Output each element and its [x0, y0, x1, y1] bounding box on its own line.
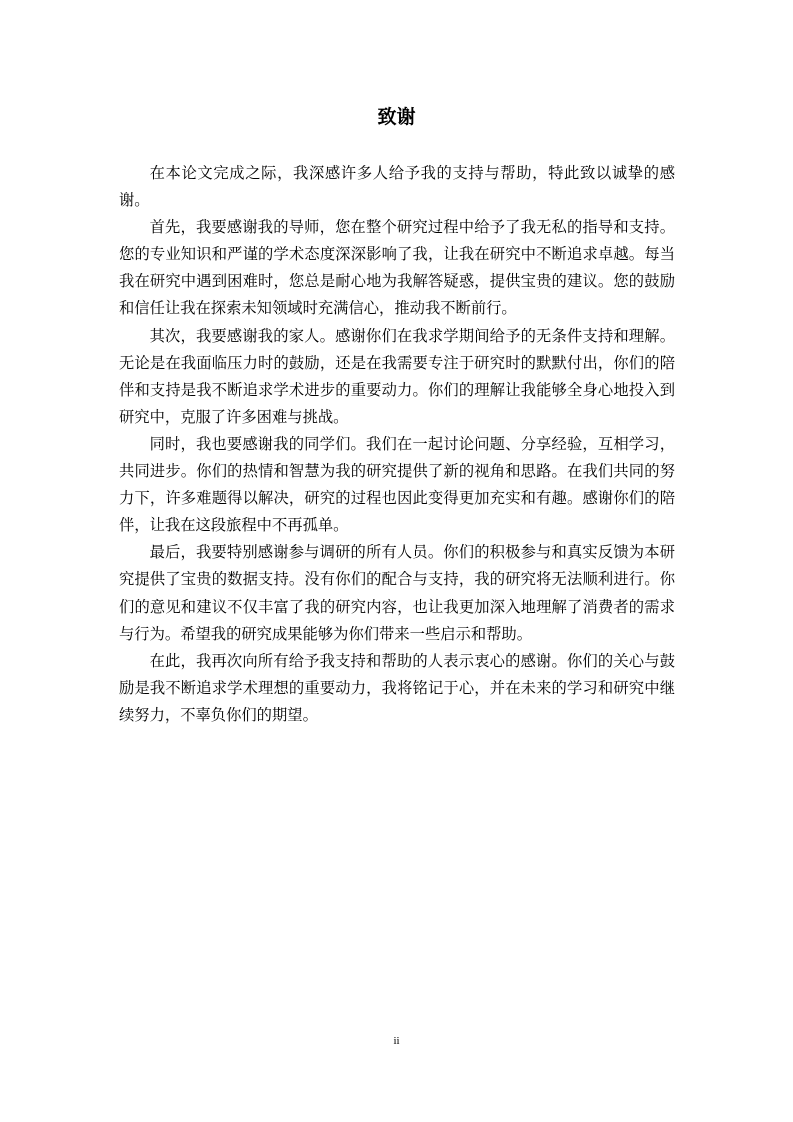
- paragraph-participants: 最后，我要特别感谢参与调研的所有人员。你们的积极参与和真实反馈为本研究提供了宝贵的数据支持。没有你们的配合与支持，我的研究将无法顺利进行。你们的意见和建议不仅丰富了我的研究内容，也让我更加深入地理解了消费者的需求与行为。希望我的研究成果能够为你们带来一些启示和帮助。: [119, 543, 675, 643]
- page-number: ii: [393, 1035, 400, 1047]
- paragraph-closing: 在此，我再次向所有给予我支持和帮助的人表示衷心的感谢。你们的关心与鼓励是我不断追求学术理想的重要动力，我将铭记于心，并在未来的学习和研究中继续努力，不辜负你们的期望。: [119, 651, 675, 724]
- acknowledgement-body: [119, 160, 675, 729]
- page-title: 致谢: [377, 106, 416, 128]
- paragraph-classmates: 同时，我也要感谢我的同学们。我们在一起讨论问题、分享经验，互相学习，共同进步。你们的热情和智慧为我的研究提供了新的视角和思路。在我们共同的努力下，许多难题得以解决，研究的过程也因此变得更加充实和有趣。感谢你们的陪伴，让我在这段旅程中不再孤单。: [119, 434, 675, 535]
- paragraph-family: 其次，我要感谢我的家人。感谢你们在我求学期间给予的无条件支持和理解。无论是在我面临压力时的鼓励，还是在我需要专注于研究时的默默付出，你们的陪伴和支持是我不断追求学术进步的重要动力。你们的理解让我能够全身心地投入到研究中，克服了许多困难与挑战。: [119, 326, 675, 426]
- paragraph-intro: 在本论文完成之际，我深感许多人给予我的支持与帮助，特此致以诚挚的感谢。: [119, 164, 675, 210]
- paragraph-advisor: 首先，我要感谢我的导师，您在整个研究过程中给予了我无私的指导和支持。您的专业知识和严谨的学术态度深深影响了我，让我在研究中不断追求卓越。每当我在研究中遇到困难时，您总是耐心地为我解答疑惑，提供宝贵的建议。您的鼓励和信任让我在探索未知领域时充满信心，推动我不断前行。: [119, 218, 675, 318]
